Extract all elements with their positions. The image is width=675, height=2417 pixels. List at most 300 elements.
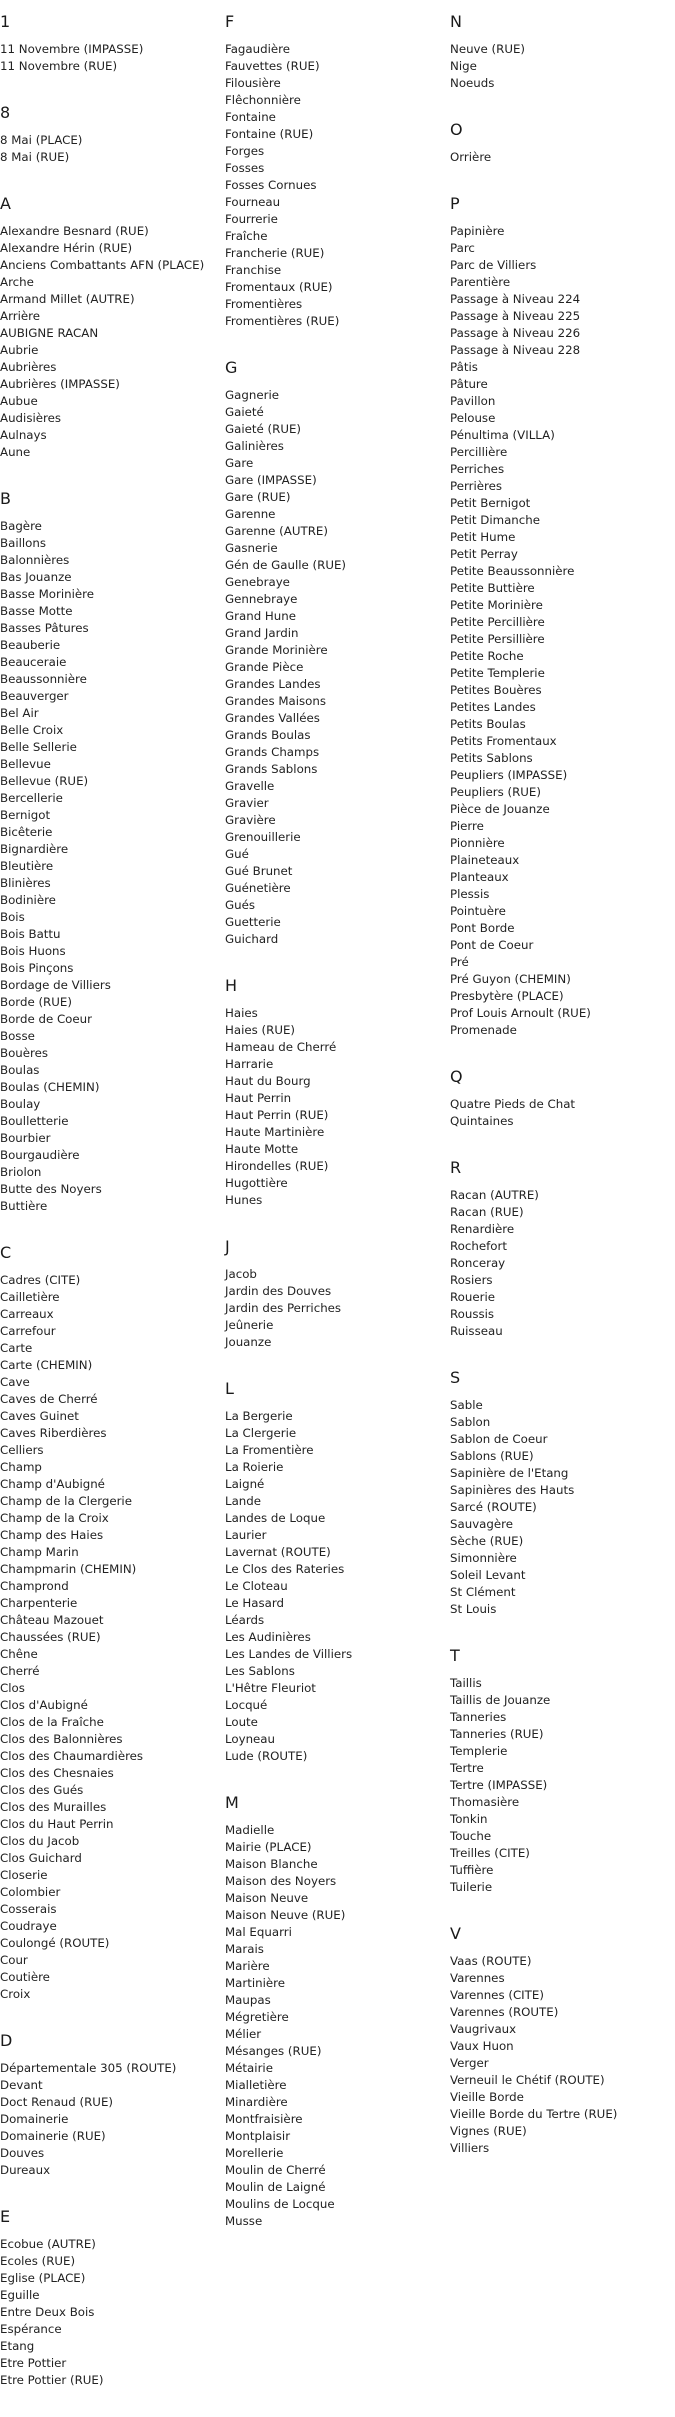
street-list: [0, 132, 215, 166]
street-name: Butte des Noyers: [0, 1182, 102, 1196]
letter-heading: D: [0, 2031, 13, 2050]
street-name: Clos Guichard: [0, 1851, 82, 1865]
letter-heading: C: [0, 1243, 12, 1262]
street-name: Vieille Borde: [450, 2090, 524, 2104]
street-name: Bel Air: [0, 706, 39, 720]
street-name: Bellevue (RUE): [0, 774, 89, 788]
street-name: Gravelle: [225, 779, 275, 793]
street-list: [450, 149, 665, 166]
street-list: [0, 2236, 215, 2389]
street-name: Minardière: [225, 2095, 288, 2109]
letter-section: [450, 1067, 665, 1130]
street-name: Laigné: [225, 1477, 265, 1491]
street-name: Haut du Bourg: [225, 1074, 311, 1088]
street-name: Carreaux: [0, 1307, 54, 1321]
street-name: Hameau de Cherré: [225, 1040, 337, 1054]
street-name: 8 Mai (RUE): [0, 150, 70, 164]
street-name: Verger: [450, 2056, 489, 2070]
street-name: Métairie: [225, 2061, 273, 2075]
street-name: Haute Martinière: [225, 1125, 325, 1139]
street-name: Champ des Haies: [0, 1528, 104, 1542]
street-name: Guichard: [225, 932, 279, 946]
street-name: Montplaisir: [225, 2129, 291, 2143]
street-name: Roussis: [450, 1307, 495, 1321]
street-name: Petits Sablons: [450, 751, 533, 765]
street-name: Grands Sablons: [225, 762, 318, 776]
street-name: Cave: [0, 1375, 30, 1389]
street-name: Vaugrivaux: [450, 2022, 517, 2036]
street-name: Bosse: [0, 1029, 35, 1043]
street-name: Racan (RUE): [450, 1205, 524, 1219]
street-name: Clos: [0, 1681, 25, 1695]
street-name: 11 Novembre (RUE): [0, 59, 118, 73]
street-name: Prof Louis Arnoult (RUE): [450, 1006, 591, 1020]
street-name: Bercellerie: [0, 791, 63, 805]
street-name: Forges: [225, 144, 265, 158]
street-name: Tertre (IMPASSE): [450, 1778, 548, 1792]
street-name: Charpenterie: [0, 1596, 78, 1610]
street-name: AUBIGNE RACAN: [0, 326, 99, 340]
street-name: Morellerie: [225, 2146, 284, 2160]
street-name: Treilles (CITE): [450, 1846, 530, 1860]
street-name: Le Hasard: [225, 1596, 284, 1610]
street-name: Sablon de Coeur: [450, 1432, 548, 1446]
street-name: Bernigot: [0, 808, 51, 822]
street-name: Tanneries (RUE): [450, 1727, 544, 1741]
street-name: Buttière: [0, 1199, 48, 1213]
street-name: Pavillon: [450, 394, 496, 408]
letter-heading: R: [450, 1158, 462, 1177]
street-name: Clos de la Fraîche: [0, 1715, 104, 1729]
street-list: [0, 41, 215, 75]
street-name: Petite Persillière: [450, 632, 545, 646]
street-index-column-1: [0, 12, 215, 2417]
street-name: Beauceraie: [0, 655, 67, 669]
street-name: Borde de Coeur: [0, 1012, 92, 1026]
letter-section: [0, 194, 215, 461]
letter-section: [225, 12, 440, 330]
street-name: Clos des Balonnières: [0, 1732, 123, 1746]
letter-heading: G: [225, 358, 238, 377]
street-name: Franchise: [225, 263, 282, 277]
street-name: Alexandre Hérin (RUE): [0, 241, 133, 255]
street-name: Hirondelles (RUE): [225, 1159, 329, 1173]
street-name: Sable: [450, 1398, 483, 1412]
street-name: Taillis: [450, 1676, 482, 1690]
street-name: Grands Champs: [225, 745, 320, 759]
street-list: [225, 1005, 440, 1209]
street-name: Passage à Niveau 225: [450, 309, 581, 323]
street-name: Douves: [0, 2146, 45, 2160]
street-name: Cadres (CITE): [0, 1273, 81, 1287]
letter-section: [450, 1646, 665, 1896]
street-list: [450, 1096, 665, 1130]
letter-heading: T: [450, 1646, 460, 1665]
street-name: Musse: [225, 2214, 263, 2228]
street-list: [450, 41, 665, 92]
letter-heading: A: [0, 194, 11, 213]
street-name: Laurier: [225, 1528, 267, 1542]
street-name: Francherie (RUE): [225, 246, 325, 260]
street-name: Espérance: [0, 2322, 62, 2336]
street-name: Planteaux: [450, 870, 509, 884]
street-name: Celliers: [0, 1443, 44, 1457]
street-name: Belle Sellerie: [0, 740, 77, 754]
street-name: Dureaux: [0, 2163, 51, 2177]
street-name: Beauberie: [0, 638, 61, 652]
street-name: Jeûnerie: [225, 1318, 274, 1332]
street-name: Hugottière: [225, 1176, 288, 1190]
street-name: Touche: [450, 1829, 492, 1843]
street-name: Guénetière: [225, 881, 291, 895]
street-name: Bois: [0, 910, 25, 924]
street-name: Maison des Noyers: [225, 1874, 337, 1888]
street-name: Bleutière: [0, 859, 54, 873]
street-name: Varennes (CITE): [450, 1988, 544, 2002]
street-name: Gennebraye: [225, 592, 298, 606]
street-name: Grand Jardin: [225, 626, 299, 640]
street-list: [0, 2060, 215, 2179]
street-name: Les Landes de Villiers: [225, 1647, 353, 1661]
letter-heading: 8: [0, 103, 11, 122]
street-name: Flêchonnière: [225, 93, 301, 107]
street-name: Bodinière: [0, 893, 56, 907]
street-name: Baillons: [0, 536, 46, 550]
street-name: Eglise (PLACE): [0, 2271, 86, 2285]
street-name: Fourrerie: [225, 212, 278, 226]
street-name: Petite Percillière: [450, 615, 545, 629]
street-name: Racan (AUTRE): [450, 1188, 539, 1202]
street-name: Grandes Vallées: [225, 711, 320, 725]
street-name: Cailletière: [0, 1290, 60, 1304]
letter-heading: H: [225, 976, 238, 995]
street-name: Villiers: [450, 2141, 490, 2155]
street-name: Sèche (RUE): [450, 1534, 524, 1548]
street-name: Petits Fromentaux: [450, 734, 557, 748]
street-list: [225, 1822, 440, 2230]
street-name: Lavernat (ROUTE): [225, 1545, 331, 1559]
letter-section: [0, 1243, 215, 2003]
street-name: Parc de Villiers: [450, 258, 537, 272]
street-name: Passage à Niveau 226: [450, 326, 581, 340]
letter-section: [450, 120, 665, 166]
street-name: Départementale 305 (ROUTE): [0, 2061, 177, 2075]
street-name: Passage à Niveau 228: [450, 343, 581, 357]
street-name: Nige: [450, 59, 477, 73]
street-name: Armand Millet (AUTRE): [0, 292, 135, 306]
street-name: Jardin des Perriches: [225, 1301, 342, 1315]
street-name: Champ: [0, 1460, 42, 1474]
street-name: Etang: [0, 2339, 35, 2353]
street-name: Papinière: [450, 224, 505, 238]
street-name: Mégretière: [225, 2010, 289, 2024]
letter-section: [450, 1158, 665, 1340]
street-name: La Clergerie: [225, 1426, 297, 1440]
street-name: Guetterie: [225, 915, 281, 929]
street-name: Maupas: [225, 1993, 271, 2007]
street-name: Colombier: [0, 1885, 61, 1899]
street-list: [450, 1397, 665, 1618]
street-name: Haut Perrin: [225, 1091, 292, 1105]
letter-heading: N: [450, 12, 462, 31]
street-name: Vaas (ROUTE): [450, 1954, 532, 1968]
street-name: Rosiers: [450, 1273, 493, 1287]
letter-section: [0, 2207, 215, 2389]
street-name: Noeuds: [450, 76, 495, 90]
street-list: [225, 41, 440, 330]
street-name: Tuffière: [450, 1863, 494, 1877]
street-name: Entre Deux Bois: [0, 2305, 95, 2319]
street-name: Haies (RUE): [225, 1023, 296, 1037]
street-name: Eguille: [0, 2288, 40, 2302]
street-name: L'Hêtre Fleuriot: [225, 1681, 316, 1695]
street-name: Bois Huons: [0, 944, 66, 958]
street-name: Grandes Maisons: [225, 694, 327, 708]
street-name: Les Audinières: [225, 1630, 311, 1644]
street-name: Moulin de Laigné: [225, 2180, 326, 2194]
letter-heading: Q: [450, 1067, 463, 1086]
letter-section: [225, 1237, 440, 1351]
letter-heading: B: [0, 489, 11, 508]
street-name: Grande Morinière: [225, 643, 328, 657]
street-name: Belle Croix: [0, 723, 64, 737]
street-name: Montfraisière: [225, 2112, 303, 2126]
street-name: Percillière: [450, 445, 508, 459]
street-name: Gare (RUE): [225, 490, 291, 504]
street-name: Clos des Gués: [0, 1783, 84, 1797]
street-name: Bourbier: [0, 1131, 51, 1145]
street-name: Maison Neuve: [225, 1891, 309, 1905]
street-name: Bouères: [0, 1046, 49, 1060]
street-name: Marière: [225, 1959, 270, 1973]
street-name: Pâtis: [450, 360, 478, 374]
letter-section: [0, 2031, 215, 2179]
street-name: Champmarin (CHEMIN): [0, 1562, 137, 1576]
street-name: Gaieté: [225, 405, 264, 419]
street-name: Domainerie: [0, 2112, 69, 2126]
street-name: Moulin de Cherré: [225, 2163, 326, 2177]
street-name: Perriches: [450, 462, 505, 476]
letter-heading: S: [450, 1368, 461, 1387]
street-name: Perrières: [450, 479, 502, 493]
letter-heading: V: [450, 1924, 461, 1943]
street-name: Petite Roche: [450, 649, 524, 663]
street-name: Gué: [225, 847, 249, 861]
street-name: Gué Brunet: [225, 864, 293, 878]
street-name: Haute Motte: [225, 1142, 299, 1156]
street-name: Boulletterie: [0, 1114, 69, 1128]
street-name: 11 Novembre (IMPASSE): [0, 42, 144, 56]
street-name: Fosses Cornues: [225, 178, 317, 192]
street-name: Petit Perray: [450, 547, 518, 561]
street-name: Mal Equarri: [225, 1925, 292, 1939]
street-name: Caves Guinet: [0, 1409, 79, 1423]
street-name: Parc: [450, 241, 475, 255]
street-name: Grande Pièce: [225, 660, 304, 674]
street-name: Moulins de Locque: [225, 2197, 335, 2211]
street-name: Pièce de Jouanze: [450, 802, 550, 816]
street-list: [225, 1408, 440, 1765]
street-name: Boulay: [0, 1097, 41, 1111]
street-name: Petit Hume: [450, 530, 516, 544]
street-name: Pont Borde: [450, 921, 515, 935]
street-name: Taillis de Jouanze: [450, 1693, 551, 1707]
street-name: Caves de Cherré: [0, 1392, 98, 1406]
street-name: Sablons (RUE): [450, 1449, 534, 1463]
street-name: Clos d'Aubigné: [0, 1698, 88, 1712]
street-name: Varennes (ROUTE): [450, 2005, 559, 2019]
letter-section: [0, 489, 215, 1215]
street-name: Gare (IMPASSE): [225, 473, 317, 487]
street-name: Pré Guyon (CHEMIN): [450, 972, 571, 986]
street-name: Genebraye: [225, 575, 290, 589]
street-name: Les Sablons: [225, 1664, 295, 1678]
street-name: Boulas (CHEMIN): [0, 1080, 100, 1094]
street-name: Anciens Combattants AFN (PLACE): [0, 258, 205, 272]
street-name: Gravier: [225, 796, 269, 810]
street-name: Mairie (PLACE): [225, 1840, 312, 1854]
street-name: Petits Boulas: [450, 717, 526, 731]
street-name: Petite Morinière: [450, 598, 543, 612]
street-name: Pointuère: [450, 904, 506, 918]
street-name: Petite Beaussonnière: [450, 564, 575, 578]
street-name: Bicêterie: [0, 825, 53, 839]
street-name: Petites Bouères: [450, 683, 542, 697]
street-list: [450, 223, 665, 1039]
street-name: Landes de Loque: [225, 1511, 326, 1525]
street-name: Bellevue: [0, 757, 51, 771]
street-name: Pelouse: [450, 411, 496, 425]
street-name: Pionnière: [450, 836, 505, 850]
street-name: Locqué: [225, 1698, 268, 1712]
street-list: [450, 1953, 665, 2157]
street-name: Ruisseau: [450, 1324, 503, 1338]
letter-heading: F: [225, 12, 235, 31]
street-name: Champ de la Clergerie: [0, 1494, 132, 1508]
street-name: Devant: [0, 2078, 43, 2092]
street-name: Borde (RUE): [0, 995, 72, 1009]
street-name: Sablon: [450, 1415, 491, 1429]
street-name: Verneuil le Chétif (ROUTE): [450, 2073, 605, 2087]
letter-section: [450, 1368, 665, 1618]
street-name: Léards: [225, 1613, 265, 1627]
street-name: Orrière: [450, 150, 492, 164]
letter-section: [225, 358, 440, 948]
street-name: Harrarie: [225, 1057, 274, 1071]
street-name: Balonnières: [0, 553, 70, 567]
street-name: Coutière: [0, 1970, 50, 1984]
street-name: Champ de la Croix: [0, 1511, 109, 1525]
street-name: Fosses: [225, 161, 265, 175]
street-name: Templerie: [450, 1744, 508, 1758]
street-name: Varennes: [450, 1971, 505, 1985]
street-name: Hunes: [225, 1193, 263, 1207]
street-name: Peupliers (RUE): [450, 785, 541, 799]
street-name: Doct Renaud (RUE): [0, 2095, 113, 2109]
street-name: Gén de Gaulle (RUE): [225, 558, 347, 572]
street-name: Aubrières: [0, 360, 57, 374]
street-name: Neuve (RUE): [450, 42, 526, 56]
street-name: Aubrières (IMPASSE): [0, 377, 120, 391]
street-name: Petit Dimanche: [450, 513, 541, 527]
street-name: Beauverger: [0, 689, 69, 703]
street-name: Bois Pinçons: [0, 961, 74, 975]
street-name: Fromentaux (RUE): [225, 280, 333, 294]
street-name: Arrière: [0, 309, 40, 323]
street-name: Promenade: [450, 1023, 517, 1037]
street-name: Petite Templerie: [450, 666, 545, 680]
street-name: Champ d'Aubigné: [0, 1477, 105, 1491]
street-name: Cosserais: [0, 1902, 57, 1916]
street-name: Maison Blanche: [225, 1857, 318, 1871]
street-name: Parentière: [450, 275, 511, 289]
street-name: Boulas: [0, 1063, 40, 1077]
street-name: Aubrie: [0, 343, 39, 357]
street-name: Pénultima (VILLA): [450, 428, 555, 442]
street-name: Sapinière de l'Etang: [450, 1466, 569, 1480]
street-name: 8 Mai (PLACE): [0, 133, 83, 147]
street-name: Beaussonnière: [0, 672, 87, 686]
street-list: [0, 223, 215, 461]
street-name: Bas Jouanze: [0, 570, 72, 584]
street-name: Clos des Chesnaies: [0, 1766, 114, 1780]
street-name: Basses Pâtures: [0, 621, 89, 635]
letter-section: [0, 103, 215, 166]
street-name: Martinière: [225, 1976, 286, 1990]
street-name: Loute: [225, 1715, 258, 1729]
street-name: Plaineteaux: [450, 853, 520, 867]
street-name: Fontaine: [225, 110, 276, 124]
street-name: Petites Landes: [450, 700, 536, 714]
street-name: Vignes (RUE): [450, 2124, 527, 2138]
street-name: St Louis: [450, 1602, 497, 1616]
street-name: Mialletière: [225, 2078, 287, 2092]
street-name: Aune: [0, 445, 31, 459]
street-name: Fagaudière: [225, 42, 290, 56]
street-name: Madielle: [225, 1823, 275, 1837]
street-name: Grand Hune: [225, 609, 297, 623]
street-name: Presbytère (PLACE): [450, 989, 564, 1003]
street-name: Tertre: [450, 1761, 484, 1775]
letter-heading: M: [225, 1793, 239, 1812]
street-name: Carrefour: [0, 1324, 56, 1338]
street-list: [225, 1266, 440, 1351]
street-name: Clos du Haut Perrin: [0, 1817, 114, 1831]
street-index-column-2: [225, 12, 440, 2258]
street-name: Marais: [225, 1942, 264, 1956]
street-name: Jardin des Douves: [225, 1284, 332, 1298]
street-name: Caves Riberdières: [0, 1426, 107, 1440]
street-name: Haies: [225, 1006, 258, 1020]
street-name: Garenne: [225, 507, 276, 521]
street-name: Blinières: [0, 876, 51, 890]
street-name: Jacob: [225, 1267, 257, 1281]
street-name: Ronceray: [450, 1256, 506, 1270]
street-name: Grandes Landes: [225, 677, 321, 691]
street-name: Fauvettes (RUE): [225, 59, 320, 73]
letter-section: [450, 12, 665, 92]
street-name: Clos des Murailles: [0, 1800, 107, 1814]
street-name: Chêne: [0, 1647, 38, 1661]
street-name: La Bergerie: [225, 1409, 293, 1423]
street-name: Renardière: [450, 1222, 515, 1236]
street-index-column-3: [450, 12, 665, 2185]
street-name: Quatre Pieds de Chat: [450, 1097, 576, 1111]
street-name: Cour: [0, 1953, 28, 1967]
street-name: Fontaine (RUE): [225, 127, 314, 141]
street-list: [0, 1272, 215, 2003]
street-name: Basse Morinière: [0, 587, 95, 601]
